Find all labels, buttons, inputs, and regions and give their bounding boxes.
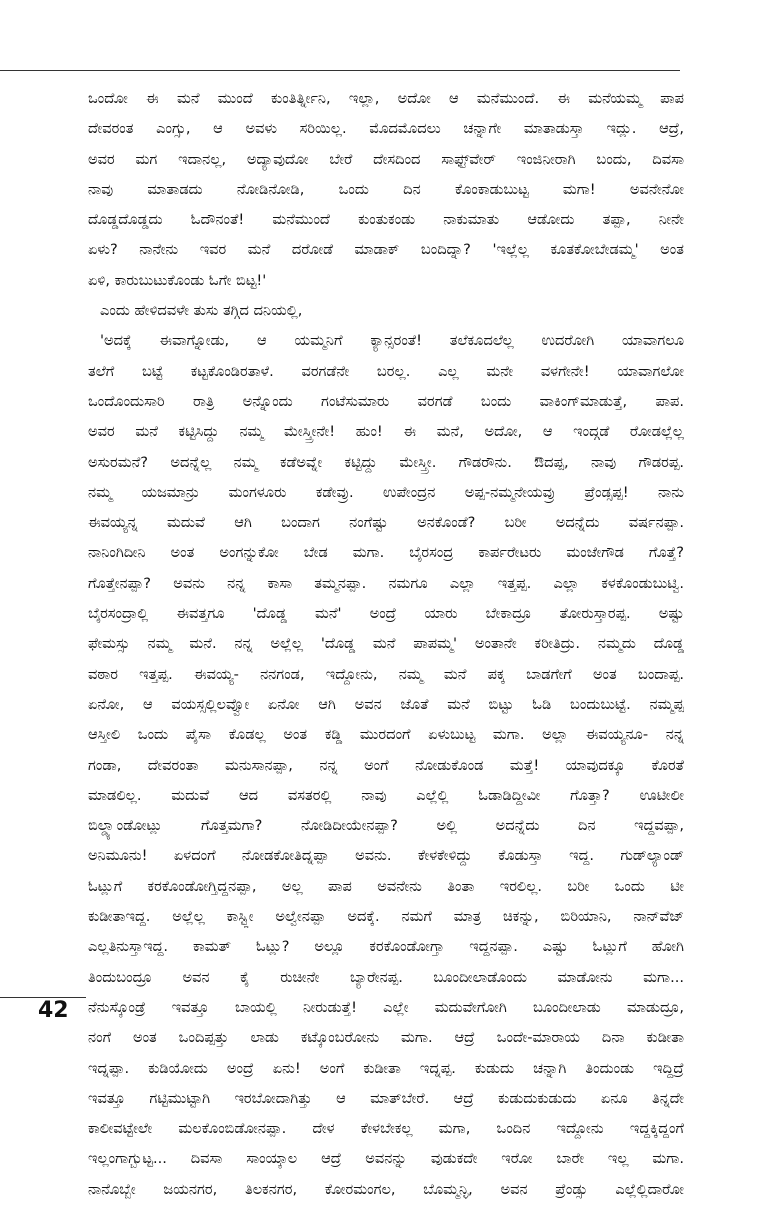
text-line: ಅವರ ಮಗ ಇದಾನಲ್ಲ, ಅದ್ಯಾವುದೋ ಬೇರೆ ದೇಸದಿಂದ ಸಾಫ್ಟ್‌ವೇರ್ ಇಂಜಿನೀರಾಗಿ ಬಂದು, ದಿವಸಾ [88, 150, 684, 168]
text-line: ಮಾಡಲಿಲ್ಲ. ಮದುವೆ ಆದ ವಸತರಲ್ಲಿ ನಾವು ಎಲ್ಲೆಲ್ಲಿ ಓಡಾಡಿದ್ದೀವೀ ಗೊತ್ತಾ? ಊಟೀಲೀ [88, 786, 684, 804]
page-number: 42 [38, 998, 69, 1023]
text-line: ಅಸುರಮನೆ? ಅದನ್ನೆಲ್ಲ ನಮ್ಮ ಕಡೆಅವ್ನೇ ಕಟ್ಟಿದ್ದು ಮೇಸ್ತ್ರೀ. ಗೌಡರೌನು. ಔದಪ್ಪ, ನಾವು ಗೌಡರಪ್ಪ. [88, 453, 684, 471]
text-line: ಏಳಿ, ಕಾರುಬುಟುಕೊಂಡು ಓಗೇ ಬಿಟ್ಟ!' [88, 271, 267, 289]
text-line: ಗಂಡಾ, ದೇವರಂತಾ ಮನುಸಾನಪ್ಪಾ, ನನ್ನ ಅಂಗೆ ನೋಡುಕೊಂಡ ಮತ್ತೆ! ಯಾವುದಕ್ಕೂ ಕೊರತೆ [88, 756, 684, 774]
text-line: ಇವತ್ತೂ ಗಟ್ಟಿಮುಟ್ಟಾಗಿ ಇರಬೋದಾಗಿತ್ತು ಆ ಮಾತ್‌ಬೇರೆ. ಆದ್ರೆ ಕುಡುದುಕುಡುದು ಏನೂ ತಿನ್ನದೇ [88, 1089, 684, 1107]
text-line: ನಂಗೆ ಅಂತ ಒಂದಿಪ್ಪತ್ತು ಲಾಡು ಕಟ್ಕೊಂಬರೋನು ಮಗಾ. ಆದ್ರೆ ಒಂದೇ-ಮಾರಾಯ ದಿನಾ ಕುಡೀತಾ [88, 1029, 684, 1047]
text-line: ನಾವು ಮಾತಾಡದು ನೋಡಿನೋಡಿ, ಒಂದು ದಿನ ಕೊಂಕಾಡುಬುಟ್ಟ ಮಗಾ! ಅವನೇನೋ [88, 180, 684, 198]
text-line: 'ಅದಕ್ಕೆ ಈವಾಗ್ನೋಡು, ಆ ಯಮ್ಮನಿಗೆ ಕ್ಯಾನ್ಸರಂತೆ! ತಲೆಕೂದಲೆಲ್ಲ ಉದರೋಗಿ ಯಾವಾಗಲೂ [100, 332, 684, 350]
text-line: ದೇವರಂತ ಎಂಗ್ಸು, ಆ ಅವಳು ಸರಿಯಿಲ್ಲ. ಮೊದಮೊದಲು ಚನ್ನಾಗೇ ಮಾತಾಡುಸ್ತಾ ಇದ್ಲು. ಆದ್ರೆ, [88, 120, 684, 138]
text-line: ಒಂದೋ ಈ ಮನೆ ಮುಂದೆ ಕುಂತಿರ್ತ್ನೀನಿ, ಇಲ್ಲಾ, ಅದೋ ಆ ಮನೆಮುಂದೆ. ಈ ಮನೆಯಮ್ಮ ಪಾಪ [88, 90, 684, 107]
text-line: ತಿಂದುಬಂದ್ರೂ ಅವನ ಕೈ ರುಚೀನೇ ಬ್ಯಾರೇನಪ್ಪ. ಬೂಂದೀಲಾಡೊಂದು ಮಾಡೋನು ಮಗಾ... [88, 968, 684, 986]
text-line: ಕುಡೀತಾಇದ್ದ. ಅಲ್ಲೆಲ್ಲ ಕಾಸ್ಟ್ಲೀ ಅಲ್ವೇನಪ್ಪಾ ಅದಕ್ಕೆ. ನಮಗೆ ಮಾತ್ರ ಚಿಕನ್ನು, ಬಿರಿಯಾನಿ, ನಾನ್‌ವೆಜ್ [88, 908, 684, 926]
top-rule [0, 70, 680, 71]
text-line: ಅನಿಮೂನು! ಏಳದಂಗೆ ನೋಡಕೋತಿದ್ನಪ್ಪಾ ಅವನು. ಕೇಳಕೇಳಿದ್ದು ಕೊಡುಸ್ತಾ ಇದ್ದ. ಗುಡ್‌ಲ್ಯಾಂಡ್ [88, 847, 684, 865]
text-line: ನಮ್ಮ ಯಜಮಾನ್ರು ಮಂಗಳೂರು ಕಡೇವ್ರು. ಉಪೇಂದ್ರನ ಅಪ್ಪ-ನಮ್ಮನೇಯವ್ರು ಪ್ರೆಂಡ್ಸಪ್ಪ! ನಾನು [88, 483, 684, 501]
text-line: ಇದ್ನಪ್ಪಾ. ಕುಡಿಯೋದು ಅಂದ್ರೆ ಏನು! ಅಂಗೆ ಕುಡೀತಾ ಇದ್ನಪ್ಪ. ಕುಡುದು ಚನ್ನಾಗಿ ತಿಂದುಂಡು ಇದ್ದಿದ್ರೆ [88, 1059, 684, 1077]
text-line: ದೊಡ್ಡದೊಡ್ಡದು ಓದೌನಂತೆ! ಮನೆಮುಂದೆ ಕುಂತುಕಂಡು ನಾಕುಮಾತು ಆಡೋದು ತಪ್ಪಾ, ನೀನೇ [88, 211, 684, 229]
text-line: ಆಸ್ತೀಲಿ ಒಂದು ಪೈಸಾ ಕೊಡಲ್ಲ ಅಂತ ಕಡ್ಡಿ ಮುರದಂಗೆ ಏಳುಬುಟ್ಟ ಮಗಾ. ಅಲ್ಲಾ ಈವಯ್ಯನೂ- ನನ್ನ [88, 726, 684, 744]
text-line: ಅವರ ಮನೆ ಕಟ್ಟಿಸಿದ್ದು ನಮ್ಮ ಮೇಸ್ತ್ರೀನೇ! ಹುಂ! ಈ ಮನೆ, ಅದೋ, ಆ ಇಂದ್ಗಡೆ ರೋಡಲ್ಲೆಲ್ಲ [88, 423, 684, 441]
text-line: ಏಳು? ನಾನೇನು ಇವರ ಮನೆ ದರೋಡೆ ಮಾಡಾಕ್ ಬಂದಿದ್ನಾ? 'ಇಲ್ಲೆಲ್ಲ ಕೂತಕೋಬೇಡಮ್ಮ' ಅಂತ [88, 241, 684, 259]
text-line: ಏನೋ, ಆ ವಯಸ್ಸಲ್ಲಿಲವ್ವೋ ಏನೋ ಆಗಿ ಅವನ ಜೊತೆ ಮನೆ ಬಿಟ್ಟು ಓಡಿ ಬಂದುಬುಟ್ಟೆ. ನಮ್ಮಪ್ಪ [88, 695, 684, 713]
text-line: ನಾನಿಂಗಿದೀನಿ ಅಂತ ಅಂಗನ್ನುಕೋ ಬೇಡ ಮಗಾ. ಬೈರಸಂದ್ರ ಕಾರ್ಪರೇಟರು ಮಂಜೇಗೌಡ ಗೊತ್ತೆ? [88, 544, 684, 562]
text-line: ಎಲ್ಲತಿನುಸ್ತಾಇದ್ದ. ಕಾಮತ್ ಓಟ್ಲು? ಅಲ್ಲೂ ಕರಕೊಂಡೋಗ್ತಾ ಇದ್ದನಪ್ಪಾ. ಎಷ್ಟು ಓಟ್ಲುಗೆ ಹೋಗಿ [88, 938, 684, 956]
body-text [88, 84, 684, 1205]
text-line: ತಲೆಗೆ ಬಟ್ಟೆ ಕಟ್ಟಕೊಂಡಿರತಾಳೆ. ವರಗಡೆನೇ ಬರಲ್ಲ. ಎಲ್ಲ ಮನೇ ವಳಗೇನೇ! ಯಾವಾಗಲೋ [88, 362, 684, 380]
text-line: ಓಟ್ಲುಗೆ ಕರಕೊಂಡೋಗ್ತಿದ್ದನಪ್ಪಾ, ಅಲ್ಲ ಪಾಪ ಅವನೇನು ತಿಂತಾ ಇರಲಿಲ್ಲ. ಬರೀ ಒಂದು ಟೀ [88, 877, 684, 895]
text-line: ಈವಯ್ಯನ್ನ ಮದುವೆ ಆಗಿ ಬಂದಾಗ ನಂಗೆಷ್ಟು ಅನಕೊಂಡೆ? ಬರೀ ಅದನ್ನೆದು ವರ್ಷನಪ್ಪಾ. [88, 514, 684, 532]
text-line: ಫೇಮಸ್ಸು ನಮ್ಮ ಮನೆ. ನನ್ನ ಅಲ್ಲೆಲ್ಲ 'ದೊಡ್ಡ ಮನೆ ಪಾಪಮ್ಮ' ಅಂತಾನೇ ಕರೀತಿದ್ರು. ನಮ್ಮದು ದೊಡ್ಡ [88, 635, 684, 653]
text-line: ಬಿಲ್ಡ್ಯಾಂಡೋಟ್ಲು ಗೊತ್ತಮಗಾ? ನೋಡಿದೀಯೇನಪ್ಪಾ? ಅಲ್ಲಿ ಅದನ್ನೆದು ದಿನ ಇದ್ದವಪ್ಪಾ, [88, 817, 684, 835]
text-line: ನೆನುಸ್ಕೊಂಡ್ರೆ ಇವತ್ತೂ ಬಾಯಲ್ಲಿ ನೀರುಡುತ್ತೆ! ಎಲ್ಲೇ ಮದುವೇಗೋಗಿ ಬೂಂದೀಲಾಡು ಮಾಡುದ್ರೂ, [88, 998, 684, 1016]
text-line: ಬೈರಸಂದ್ರಾಲ್ಲಿ ಈವತ್ತಗೂ 'ದೊಡ್ಡ ಮನೆ' ಅಂದ್ರೆ ಯಾರು ಬೇಕಾದ್ರೂ ತೋರುಸ್ತಾರಪ್ಪ. ಅಷ್ಟು [88, 605, 684, 623]
text-line: ಎಂದು ಹೇಳಿದವಳೇ ತುಸು ತಗ್ಗಿದ ದನಿಯಲ್ಲಿ, [100, 302, 303, 320]
text-line: ಗೊತ್ತೇನಪ್ಪಾ? ಅವನು ನನ್ನ ಕಾಸಾ ತಮ್ಮನಪ್ಪಾ. ನಮಗೂ ಎಲ್ಲಾ ಇತ್ತಪ್ಪ. ಎಲ್ಲಾ ಕಳಕೊಂಡುಬುಟ್ವಿ. [88, 574, 684, 592]
text-line: ಇಲ್ಲಂಗಾಗ್ಬುಟ್ಟ... ದಿವಸಾ ಸಾಂಯ್ಕಾಲ ಆದ್ರೆ ಅವನನ್ನು ವುಡುಕದೇ ಇರೋ ಬಾರೇ ಇಲ್ಲ ಮಗಾ. [88, 1150, 684, 1168]
text-line: ಒಂದೊಂದುಸಾರಿ ರಾತ್ರಿ ಅನ್ನೊಂದು ಗಂಟೆಸುಮಾರು ವರಗಡೆ ಬಂದು ವಾಕಿಂಗ್‌ಮಾಡುತ್ತೆ, ಪಾಪ. [88, 392, 684, 410]
text-line: ನಾನೊಬ್ಬೇ ಜಯನಗರ, ತಿಲಕನಗರ, ಕೋರಮಂಗಲ, ಬೊಮ್ಮನ್ಳಿ, ಅವನ ಪ್ರೆಂಡ್ಸು ಎಲ್ಲೆಲ್ಲಿದಾರೋ [88, 1180, 684, 1198]
text-line: ಕಾಲೀವಟ್ಟೇಲೇ ಮಲಕೊಂಬಿಡೋನಪ್ಪಾ. ದೇಳ ಕೇಳಬೇಕಲ್ಲ ಮಗಾ, ಒಂದಿನ ಇದ್ದೋನು ಇದ್ದಕ್ಕಿದ್ದಂಗೆ [88, 1120, 684, 1138]
text-line: ವಠಾರ ಇತ್ತಪ್ಪ. ಈವಯ್ಯ- ನನಗಂಡ, ಇದ್ದೋನು, ನಮ್ಮ ಮನೆ ಪಕ್ಕ ಬಾಡಗೇಗೆ ಅಂತ ಬಂದಾಪ್ಪ. [88, 665, 684, 683]
